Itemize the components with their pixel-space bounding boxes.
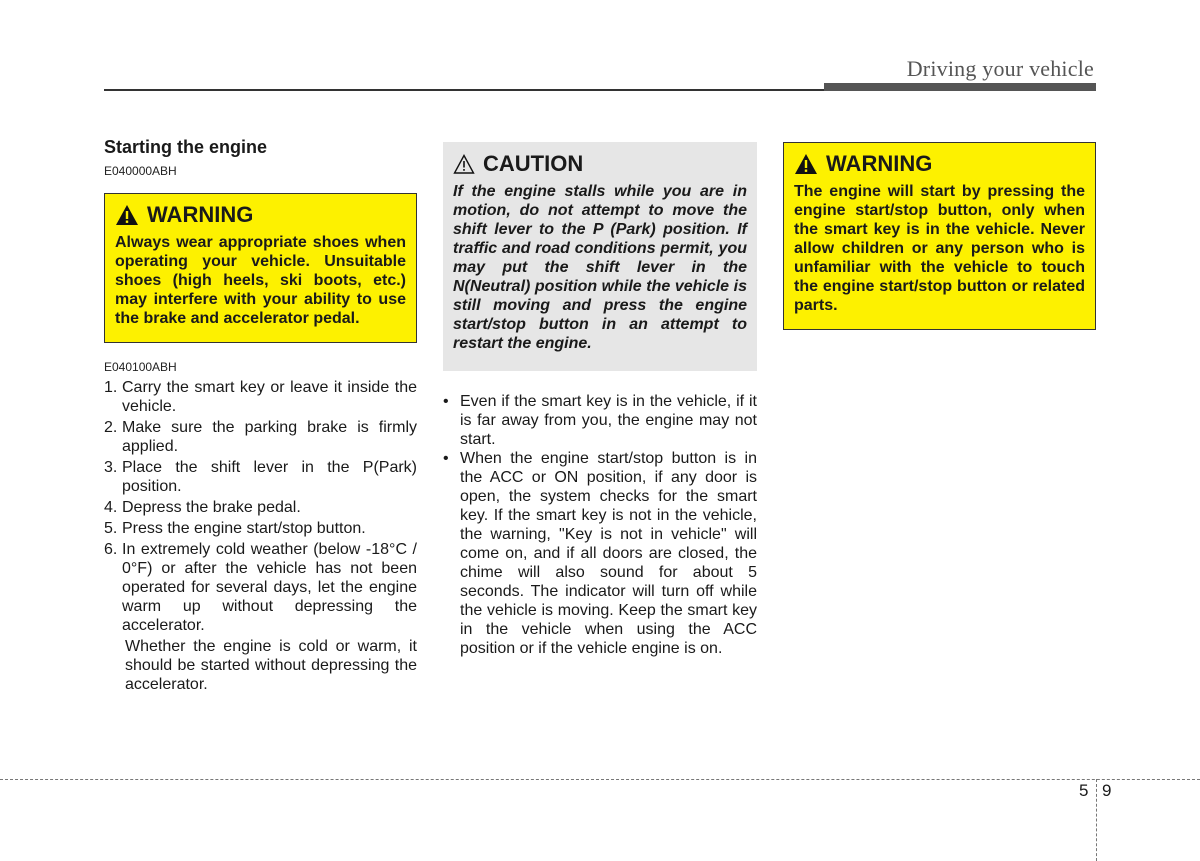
chapter-number: 5 [1079, 781, 1089, 800]
header-rule-thin [104, 89, 824, 91]
step-note: Whether the engine is cold or warm, it should be started without depressing the accelerator. [125, 638, 417, 693]
left-column [104, 138, 417, 694]
warning-heading [115, 203, 406, 227]
warning-box-shoes [104, 193, 417, 343]
caution-heading [453, 152, 747, 176]
footer-divider [0, 779, 1200, 780]
warning-text: Always wear appropriate shoes when operating your vehicle. Unsuitable shoes (high heels, ski boots, etc.) may interfere with your ability to use the brake and accelerator pedal. [115, 234, 406, 327]
steps-code: E040100ABH [104, 360, 177, 374]
smart-key-notes [443, 392, 757, 658]
list-item [104, 418, 417, 456]
warning-box-start-button [783, 142, 1096, 330]
warning-triangle-icon [115, 204, 139, 226]
bullet-dot: • [443, 450, 449, 467]
caution-text: If the engine stalls while you are in motion, do not attempt to move the shift lever to the P (Park) position. If traffic and road conditions permit, you may put the shift lever in the N(Neutral) position while the vehicle is still moving and press the engine start/stop button in an attempt to restart the engine. [453, 183, 747, 352]
section-title: Starting the engine [104, 137, 268, 157]
list-item [104, 540, 417, 635]
footer-vertical-divider [1096, 779, 1097, 861]
step-number: 3. [104, 459, 118, 476]
caution-label: CAUTION [483, 151, 584, 176]
right-column [783, 142, 1096, 330]
step-number: 5. [104, 520, 118, 537]
step-text: In extremely cold weather (below -18°C / 0°F) or after the vehicle has not been operated for several days, let the engine warm up without depressing the accelerator. [122, 541, 417, 634]
list-item [104, 498, 417, 517]
list-item [104, 458, 417, 496]
bullet-text: Even if the smart key is in the vehicle, if it is far away from you, the engine may not start. [460, 393, 757, 448]
warning-text: The engine will start by pressing the engine start/stop button, only when the smart key is in the vehicle. Never allow children or any person who is unfamiliar with the vehicle to touch the engine start/stop button or related parts. [794, 183, 1085, 314]
list-item [104, 378, 417, 416]
step-text: Make sure the parking brake is firmly applied. [122, 419, 417, 455]
bullet-dot: • [443, 393, 449, 410]
list-item [443, 449, 757, 658]
step-text: Carry the smart key or leave it inside the vehicle. [122, 379, 417, 415]
bullet-text: When the engine start/stop button is in the ACC or ON position, if any door is open, the system checks for the smart key. If the smart key is not in the vehicle, the warning, "Key is not in vehicle" will come on, and if all doors are closed, the chime will also sound for about 5 seconds. The indicator will turn off while the vehicle is moving. Keep the smart key in the vehicle when using the ACC position or if the vehicle engine is on. [460, 450, 757, 657]
warning-label: WARNING [147, 202, 254, 227]
caution-triangle-icon [453, 154, 475, 174]
step-text: Depress the brake pedal. [122, 499, 301, 516]
step-number: 2. [104, 419, 118, 436]
page-number: 9 [1102, 781, 1112, 800]
warning-heading [794, 152, 1085, 176]
step-number: 4. [104, 499, 118, 516]
start-steps-list [104, 378, 417, 635]
header-rule-thick [824, 83, 1096, 91]
warning-triangle-icon [794, 153, 818, 175]
step-number: 6. [104, 541, 118, 558]
list-item [443, 392, 757, 449]
step-text: Press the engine start/stop button. [122, 520, 366, 537]
list-item [104, 519, 417, 538]
section-code: E040000ABH [104, 164, 177, 178]
page-header-title: Driving your vehicle [906, 56, 1094, 81]
step-text: Place the shift lever in the P(Park) position. [122, 459, 417, 495]
middle-column [443, 142, 757, 658]
warning-label: WARNING [826, 151, 933, 176]
step-number: 1. [104, 379, 118, 396]
caution-box [443, 142, 757, 371]
